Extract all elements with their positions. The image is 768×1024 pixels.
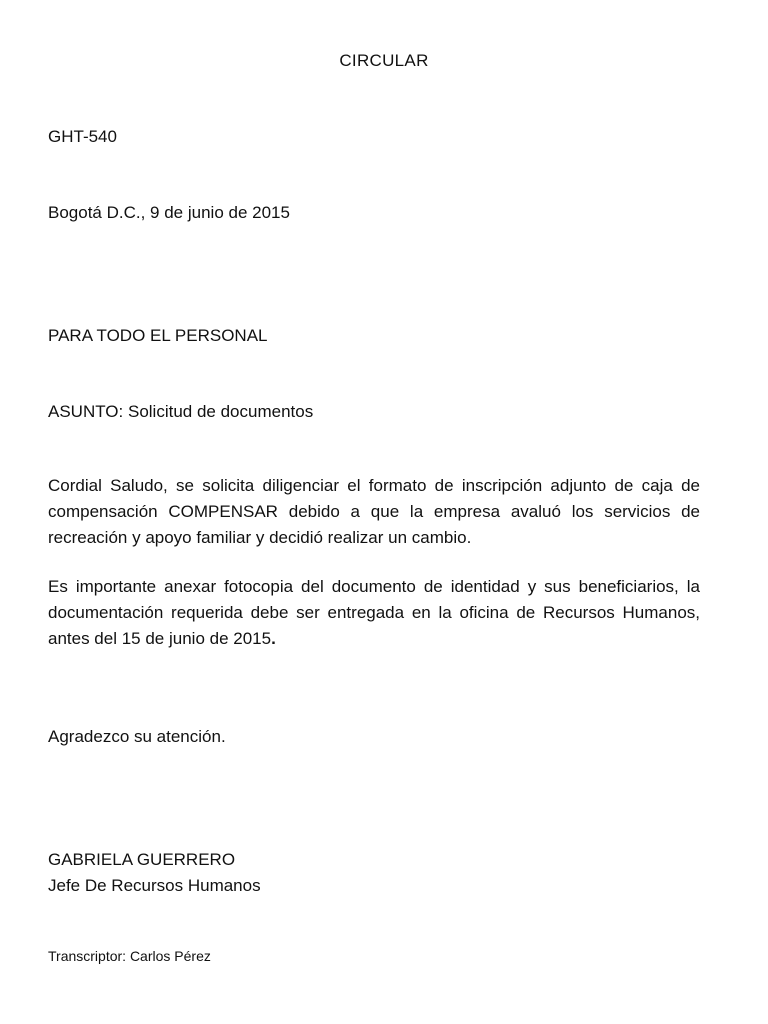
paragraph-1-text-start: Cordial Saludo, se solicita diligenciar el formato de inscripción adjunto de caja de compensación <box>48 476 700 521</box>
paragraph-2-text: Es importante anexar fotocopia del documento de identidad y sus beneficiarios, la documentación requerida debe ser entregada en la oficina de Recursos Humanos, antes del 15 de junio de 2015 <box>48 577 700 648</box>
recipient-line: PARA TODO EL PERSONAL <box>48 326 268 345</box>
company-name: COMPENSAR <box>168 502 278 521</box>
closing-line: Agradezco su atención. <box>48 727 226 746</box>
body-paragraph-1 <box>48 473 700 551</box>
transcriptor-line: Transcriptor: Carlos Pérez <box>48 948 211 964</box>
reference-code: GHT-540 <box>48 127 117 146</box>
signer-name: GABRIELA GUERRERO <box>48 850 236 869</box>
subject-line: ASUNTO: Solicitud de documentos <box>48 402 314 421</box>
signer-title: Jefe De Recursos Humanos <box>48 876 261 895</box>
date-line: Bogotá D.C., 9 de junio de 2015 <box>48 203 290 222</box>
body-paragraph-2 <box>48 574 700 652</box>
paragraph-2-end-mark: . <box>271 629 276 648</box>
paragraph-1-text-end: debido a que la empresa avaluó los servicios de recreación y apoyo familiar y decidió realizar un cambio. <box>48 502 700 547</box>
document-title: CIRCULAR <box>339 51 429 70</box>
